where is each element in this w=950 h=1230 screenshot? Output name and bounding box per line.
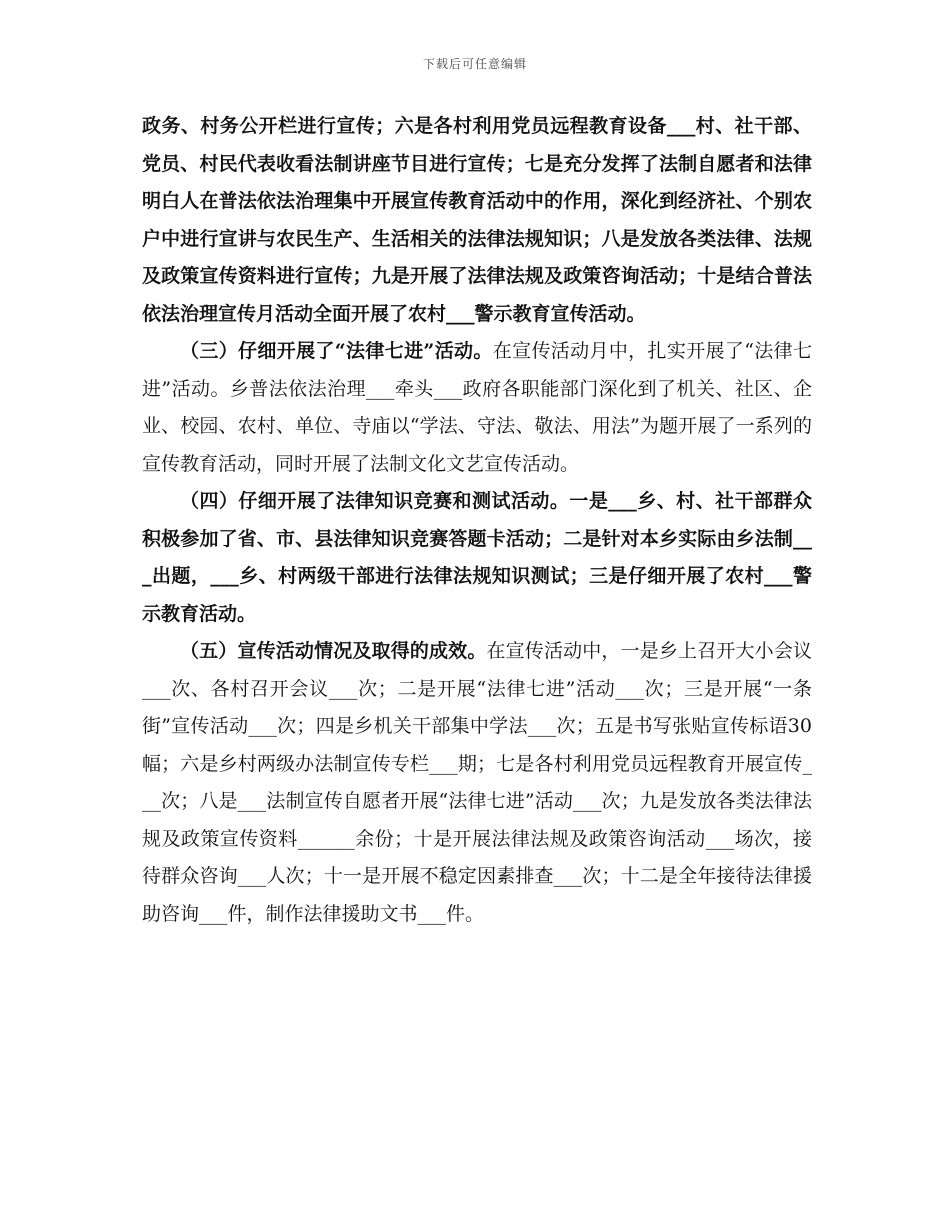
paragraph-body: 在宣传活动中，一是乡上召开大小会议___次、各村召开会议___次；二是开展“法律七进”活动___次；三是开展“一条街”宣传活动___次；四是乡机关干部集中学法___次；五是书写张贴宣传标语30幅；六是乡村两级办法制宣传专栏___期；七是各村利用党员远程教育开展宣传___次；八是___法制宣传自愿者开展“法律七进”活动___次；九是发放各类法律法规及政策宣传资料______余份；十是开展法律法规及政策咨询活动___场次，接待群众咨询___人次；十一是开展不稳定因素排查___次；十二是全年接待法律援助咨询___件，制作法律援助文书___件。 bbox=[142, 640, 812, 925]
paragraph-body: （四）仔细开展了法律知识竞赛和测试活动。一是___乡、村、社干部群众积极参加了省、市、县法律知识竞赛答题卡活动；二是针对本乡实际由乡法制___出题，___乡、村两级干部进行法律法规知识测试；三是仔细开展了农村___警示教育活动。 bbox=[142, 490, 812, 625]
paragraph-continuation bbox=[142, 108, 812, 333]
document-body bbox=[142, 108, 812, 933]
paragraph-body: 政务、村务公开栏进行宣传；六是各村利用党员远程教育设备___村、社干部、党员、村民代表收看法制讲座节目进行宣传；七是充分发挥了法制自愿者和法律明白人在普法依法治理集中开展宣传教育活动中的作用，深化到经济社、个别农户中进行宣讲与农民生产、生活相关的法律法规知识；八是发放各类法律、法规及政策宣传资料进行宣传；九是开展了法律法规及政策咨询活动；十是结合普法依法治理宣传月活动全面开展了农村___警示教育宣传活动。 bbox=[142, 115, 812, 325]
paragraph-section-four bbox=[142, 483, 812, 633]
section-heading: （五）宣传活动情况及取得的成效。 bbox=[180, 640, 487, 662]
section-heading: （三）仔细开展了“法律七进”活动。 bbox=[180, 340, 493, 362]
paragraph-section-five bbox=[142, 633, 812, 933]
page-header: 下载后可任意编辑 bbox=[422, 57, 527, 71]
paragraph-body: 在宣传活动月中，扎实开展了“法律七进”活动。乡普法依法治理___牵头___政府各职能部门深化到了机关、社区、企业、校园、农村、单位、寺庙以“学法、守法、敬法、用法”为题开展了一系列的宣传教育活动，同时开展了法制文化文艺宣传活动。 bbox=[142, 340, 813, 475]
paragraph-section-three bbox=[142, 333, 812, 483]
